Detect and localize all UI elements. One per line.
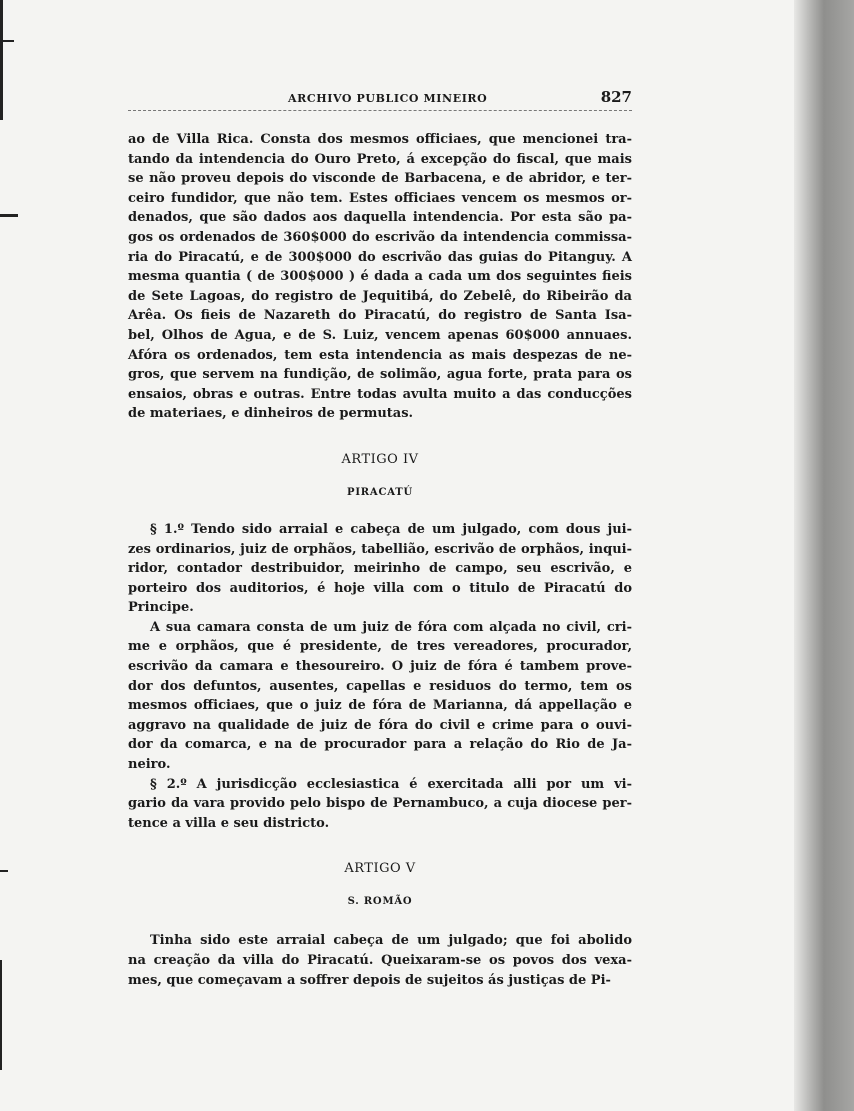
- section-place-heading: S. ROMÃO: [347, 896, 413, 908]
- text-line: gario da vara provido pelo bispo de Pernambuco, a cuja diocese per-: [128, 796, 632, 812]
- text-line: ridor, contador destribuidor, meirinho de campo, seu escrivão, e: [128, 561, 632, 577]
- text-line: § 2.º A jurisdicção ecclesiastica é exercitada alli por um vi-: [150, 776, 632, 792]
- text-line: ao de Villa Rica. Consta dos mesmos officiaes, que mencionei tra-: [128, 132, 632, 147]
- scan-margin-mark: [0, 870, 8, 872]
- text-line: gos os ordenados de 360$000 do escrivão da intendencia commissa-: [128, 229, 632, 245]
- scan-margin-mark: [0, 960, 2, 1070]
- text-line: Afóra os ordenados, tem esta intendencia as mais despezas de ne-: [128, 347, 632, 363]
- page-number: 827: [600, 88, 632, 106]
- text-line: ria do Piracatú, e de 300$000 do escrivão das guias do Pitanguy. A: [128, 249, 632, 265]
- paragraph: [128, 130, 632, 424]
- text-line: § 1.º Tendo sido arraial e cabeça de um julgado, com dous jui-: [150, 521, 632, 537]
- book-page: [128, 84, 632, 1074]
- text-line: ensaios, obras e outras. Entre todas avulta muito a das conducções: [128, 386, 632, 402]
- scan-margin-mark: [0, 214, 18, 217]
- text-line: me e orphãos, que é presidente, de tres vereadores, procurador,: [128, 639, 632, 655]
- text-line: bel, Olhos de Agua, e de S. Luiz, vencem apenas 60$000 annuaes.: [128, 327, 632, 343]
- text-line: Tinha sido este arraial cabeça de um julgado; que foi abolido: [150, 933, 632, 949]
- text-line: zes ordinarios, juiz de orphãos, tabellião, escrivão de orphãos, inqui-: [128, 541, 632, 557]
- running-header: [128, 84, 632, 111]
- text-line: Principe.: [128, 600, 194, 616]
- text-line: mesma quantia ( de 300$000 ) é dada a cada um dos seguintes fieis: [128, 269, 632, 285]
- text-line: mes, que começavam a soffrer depois de sujeitos ás justiças de Pi-: [128, 972, 611, 988]
- text-line: ceiro fundidor, que não tem. Estes officiaes vencem os mesmos or-: [128, 190, 632, 206]
- text-line: de materiaes, e dinheiros de permutas.: [128, 406, 414, 422]
- text-line: de Sete Lagoas, do registro de Jequitibá, do Zebelê, do Ribeirão da: [128, 288, 632, 304]
- text-line: Arêa. Os fieis de Nazareth do Piracatú, do registro de Santa Isa-: [128, 308, 632, 324]
- paragraph: [128, 775, 632, 834]
- text-line: porteiro dos auditorios, é hoje villa com o titulo de Piracatú do: [128, 580, 632, 596]
- text-line: se não proveu depois do visconde de Barbacena, e de abridor, e ter-: [128, 171, 632, 187]
- text-line: dor dos defuntos, ausentes, capellas e residuos do termo, tem os: [128, 678, 632, 694]
- running-title: ARCHIVO PUBLICO MINEIRO: [288, 92, 488, 105]
- text-line: neiro.: [128, 757, 171, 773]
- text-line: escrivão da camara e thesoureiro. O juiz de fóra é tambem prove-: [128, 659, 632, 675]
- text-line: aggravo na qualidade de juiz de fóra do civil e crime para o ouvi-: [128, 717, 632, 733]
- text-line: na creação da villa do Piracatú. Queixaram-se os povos dos vexa-: [128, 953, 632, 968]
- scan-page-edge: [794, 0, 854, 1111]
- scan-margin-mark: [0, 40, 14, 42]
- text-line: tando da intendencia do Ouro Preto, á excepção do fiscal, que mais: [128, 151, 632, 167]
- paragraph: [128, 931, 632, 990]
- section-place-heading: PIRACATÚ: [347, 486, 413, 498]
- paragraph: [128, 618, 632, 775]
- text-line: dor da comarca, e na de procurador para a relação do Rio de Ja-: [128, 737, 632, 753]
- text-line: gros, que servem na fundição, de solimão, agua forte, prata para os: [128, 367, 632, 383]
- text-line: denados, que são dados aos daquella intendencia. Por esta são pa-: [128, 210, 632, 226]
- text-line: A sua camara consta de um juiz de fóra com alçada no civil, cri-: [150, 619, 632, 635]
- scan-margin-mark: [0, 0, 3, 120]
- text-line: tence a villa e seu districto.: [128, 815, 330, 831]
- text-line: mesmos officiaes, que o juiz de fóra de Marianna, dá appellação e: [128, 698, 632, 714]
- paragraph: [128, 520, 632, 618]
- article-heading: ARTIGO V: [344, 861, 416, 877]
- article-heading: ARTIGO IV: [341, 451, 419, 467]
- page-body: [128, 130, 632, 990]
